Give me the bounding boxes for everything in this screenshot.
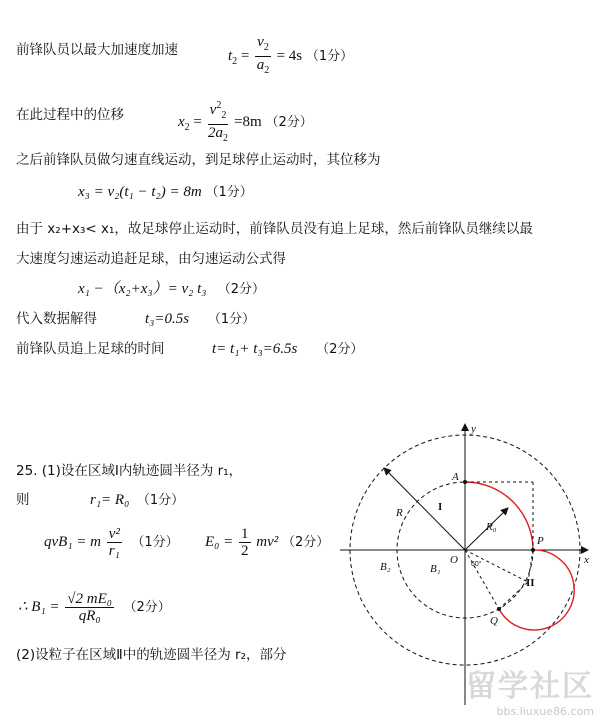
label-region-1: I [438,501,443,513]
label-B1: B₁ [430,563,441,575]
score-l7: （2分） [217,282,266,297]
q25-eq-qvb: qvB₁ = m $\frac{\text{v²}}{\text{r₁}}$ （1分） [44,526,179,559]
score-l8: （1分） [207,312,256,327]
fraction-b1: $\frac{\text{√2 mE₀}}{\text{qR₀}}$ [67,591,112,624]
label-y: y [471,423,476,435]
q25-then: 则 [16,492,30,508]
fraction-v2-r1: $\frac{\text{v²}}{\text{r₁}}$ [108,526,120,559]
formula-x3: x₃ = v₂(t₁ − t₂) = 8m （1分） [78,184,253,200]
label-Q: Q [490,615,498,627]
line-substitute: 代入数据解得 [16,311,97,327]
label-R: R [396,507,403,519]
line-accel-text: 前锋队员以最大加速度加速 [16,42,178,58]
formula-x2: $x_2$ = $\frac{v^2_2}{2a_2}$ =8m （2分） [178,98,313,147]
score-q25-eq2: （2分） [282,534,330,550]
label-A: A [452,471,459,483]
fraction-v2sq-2a2: $\frac{v^2_2}{2a_2}$ [207,100,228,144]
label-angle: 60° [471,561,482,568]
fraction-v2-a2: $\frac{v_2}{a_2}$ [256,34,270,76]
label-B2: B₂ [380,561,391,573]
q25-r1: r₁= R₀ （1分） [90,492,185,508]
point-A [463,480,467,484]
label-region-2: II [526,577,535,589]
label-origin: O [450,554,458,566]
point-Q [497,607,501,611]
trajectory-region-2 [499,550,574,630]
score-q25-r1: （1分） [136,493,185,508]
score-l4: （1分） [205,185,253,200]
formula-t-total: t= t₁+ t₃=6.5s （2分） [212,341,364,357]
q25-title: 25. (1)设在区域Ⅰ内轨迹圆半径为 r₁， [16,463,243,479]
score-l9: （2分） [316,342,364,357]
label-P: P [537,535,544,547]
q25-eq-energy: E₀ = $\frac{1}{2}$ mv² （2分） [205,526,330,559]
formula-t2: $t_2$ = $\frac{v_2}{a_2}$ = 4s （1分） [228,34,353,79]
score-q25-b1: （2分） [123,599,171,615]
line-since: 由于 x₂+x₃< x₁，故足球停止运动时，前锋队员没有追上足球，然后前锋队员继续以最 [16,221,533,237]
score-q25-eq1: （1分） [131,534,179,550]
line-chase: 大速度匀速运动追赶足球，由匀速运动公式得 [16,251,286,267]
q25-b1: ∴ B₁ = $\frac{\text{√2 mE₀}}{\text{qR₀}}$ （2分） [18,591,171,624]
score-l1: （1分） [305,48,354,64]
line-Q-center2 [499,582,528,609]
fraction-half: $\frac{1}{2}$ [241,526,249,559]
formula-t3: t₃=0.5s （1分） [145,311,256,327]
point-P [531,548,535,552]
label-R0: R₀ [486,521,497,533]
line-uniform-motion: 之后前锋队员做匀速直线运动，到足球停止运动时，其位移为 [16,152,381,168]
line-displacement-text: 在此过程中的位移 [16,107,124,123]
label-x: x [584,554,589,566]
line-catch-time: 前锋队员追上足球的时间 [16,341,165,357]
watermark-logo: 留学社区 bbs.liuxue86.com [466,669,594,718]
score-l2: （2分） [265,114,313,130]
formula-x1: x₁ −（x₂+x₃）= v₂ t₃ （2分） [78,281,266,297]
q25-part2: (2)设粒子在区域Ⅱ中的轨迹圆半径为 r₂，部分 [16,647,287,663]
